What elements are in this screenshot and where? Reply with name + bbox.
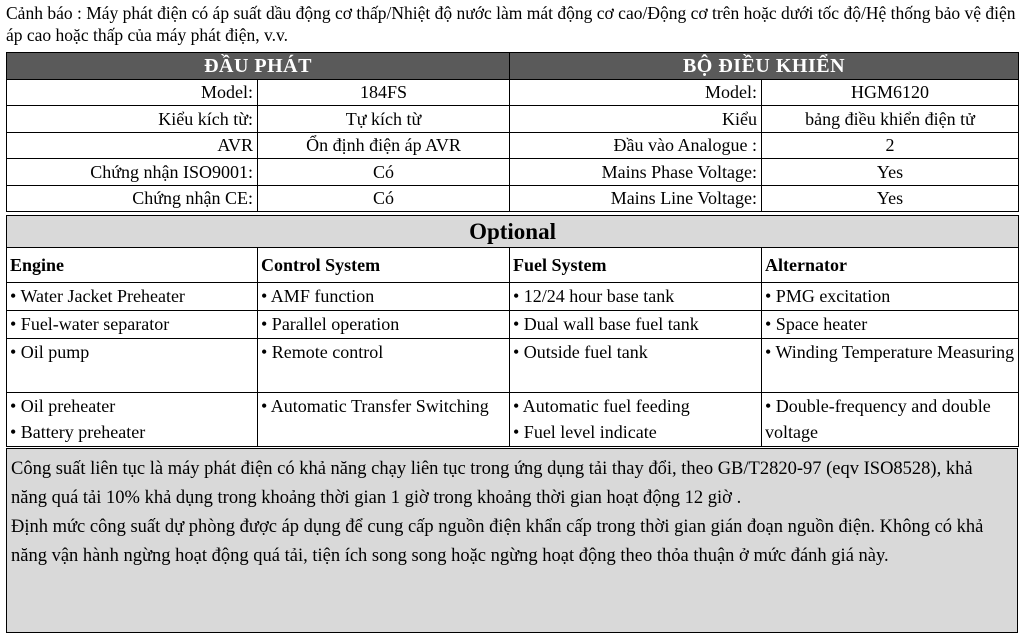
- option-cell-engine: [7, 393, 258, 447]
- option-item: • PMG excitation: [762, 283, 1019, 311]
- warning-text: Cảnh báo : Máy phát điện có áp suất dầu động cơ thấp/Nhiệt độ nước làm mát động cơ cao/Động cơ trên hoặc dưới tốc độ/Hệ thống bảo vệ điện áp cao hoặc thấp của máy phát điện, v.v.: [6, 3, 1016, 45]
- spec-right-label: Đầu vào Analogue :: [510, 132, 762, 159]
- option-item: • Oil pump: [7, 339, 258, 393]
- column-header-alternator: Alternator: [762, 248, 1019, 283]
- option-item: • Dual wall base fuel tank: [510, 311, 762, 339]
- column-header-control-system: Control System: [258, 248, 510, 283]
- spec-header-row: [7, 53, 1019, 80]
- optional-row: [7, 283, 1019, 311]
- spec-table: [6, 52, 1019, 212]
- spec-right-label: Mains Line Voltage:: [510, 185, 762, 212]
- spec-right-value: Yes: [762, 159, 1019, 186]
- option-item: • Automatic Transfer Switching: [258, 393, 510, 447]
- spec-left-value: 184FS: [258, 79, 510, 106]
- notes-box: [6, 448, 1018, 633]
- optional-table: [6, 215, 1019, 447]
- continuous-power-note: Công suất liên tục là máy phát điện có khả năng chạy liên tục trong ứng dụng tải thay đổi, theo GB/T2820-97 (eqv ISO8528), khả năng quá tải 10% khả dụng trong khoảng thời gian 1 giờ trong khoảng thời gian hoạt động 12 giờ .: [11, 459, 973, 508]
- spec-left-value: Có: [258, 185, 510, 212]
- optional-row: [7, 339, 1019, 393]
- spec-row: [7, 159, 1019, 186]
- spec-left-label: Kiểu kích từ:: [7, 106, 258, 133]
- spec-left-value: Có: [258, 159, 510, 186]
- spec-row: [7, 79, 1019, 106]
- spec-right-value: 2: [762, 132, 1019, 159]
- spec-right-label: Kiểu: [510, 106, 762, 133]
- option-item: • Parallel operation: [258, 311, 510, 339]
- spec-right-value: Yes: [762, 185, 1019, 212]
- spec-right-value: bảng điều khiển điện tử: [762, 106, 1019, 133]
- option-item: • AMF function: [258, 283, 510, 311]
- option-item: • Outside fuel tank: [510, 339, 762, 393]
- spec-left-label: Model:: [7, 79, 258, 106]
- option-item: • Fuel-water separator: [7, 311, 258, 339]
- option-item: • Fuel level indicate: [513, 422, 657, 442]
- spec-left-label: AVR: [7, 132, 258, 159]
- spec-right-value: HGM6120: [762, 79, 1019, 106]
- option-item: • Oil preheater: [10, 396, 116, 416]
- optional-row: [7, 393, 1019, 447]
- option-item: • Battery preheater: [10, 422, 146, 442]
- standby-power-note: Định mức công suất dự phòng được áp dụng để cung cấp nguồn điện khẩn cấp trong thời gian gián đoạn nguồn điện. Không có khả năng vận hành ngừng hoạt động quá tải, tiện ích song song hoặc ngừng hoạt động theo thỏa thuận ở mức đánh giá này.: [11, 517, 984, 566]
- spec-row: [7, 185, 1019, 212]
- column-header-fuel-system: Fuel System: [510, 248, 762, 283]
- spec-left-value: Tự kích từ: [258, 106, 510, 133]
- option-item: • Remote control: [258, 339, 510, 393]
- spec-right-label: Model:: [510, 79, 762, 106]
- optional-row: [7, 311, 1019, 339]
- spec-left-label: Chứng nhận ISO9001:: [7, 159, 258, 186]
- option-item: • Automatic fuel feeding: [513, 396, 690, 416]
- spec-right-label: Mains Phase Voltage:: [510, 159, 762, 186]
- optional-title: Optional: [7, 216, 1019, 248]
- option-item: • Double-frequency and double voltage: [762, 393, 1019, 447]
- option-cell-fuel: [510, 393, 762, 447]
- spec-left-label: Chứng nhận CE:: [7, 185, 258, 212]
- alternator-header: ĐẦU PHÁT: [7, 53, 510, 80]
- option-item: • 12/24 hour base tank: [510, 283, 762, 311]
- spec-row: [7, 132, 1019, 159]
- spec-row: [7, 106, 1019, 133]
- column-header-engine: Engine: [7, 248, 258, 283]
- optional-header-row: [7, 248, 1019, 283]
- option-item: • Water Jacket Preheater: [7, 283, 258, 311]
- option-item: • Winding Temperature Measuring: [762, 339, 1019, 393]
- controller-header: BỘ ĐIỀU KHIỂN: [510, 53, 1019, 80]
- option-item: • Space heater: [762, 311, 1019, 339]
- spec-left-value: Ổn định điện áp AVR: [258, 132, 510, 159]
